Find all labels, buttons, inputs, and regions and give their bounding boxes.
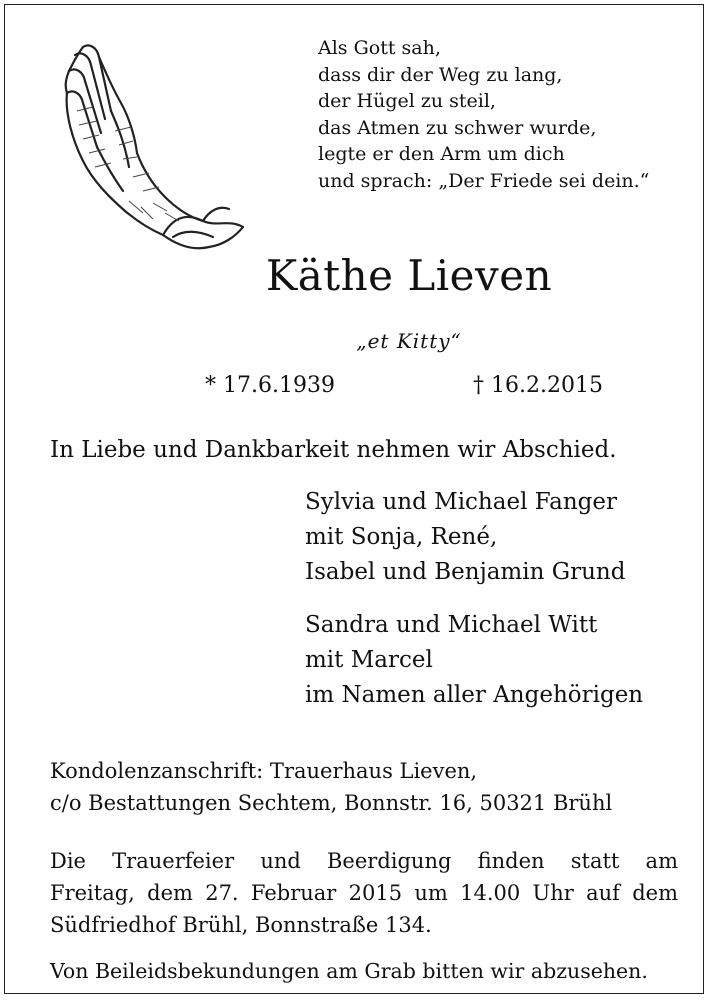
mourner-line: im Namen aller Angehörigen — [305, 682, 644, 708]
poem-line: legte er den Arm um dich — [318, 143, 565, 165]
funeral-line: Südfriedhof Brühl, Bonnstraße 134. — [50, 913, 432, 937]
mourner-line: Isabel und Benjamin Grund — [305, 559, 626, 585]
obituary-notice — [4, 4, 704, 994]
mourner-line: mit Sonja, René, — [305, 524, 498, 550]
mourner-line: Sylvia und Michael Fanger — [305, 489, 617, 515]
birth-date: * 17.6.1939 — [205, 373, 335, 398]
deceased-nickname: „et Kitty“ — [356, 329, 462, 353]
mourner-line: mit Marcel — [305, 647, 433, 673]
poem — [318, 35, 698, 194]
poem-line: und sprach: „Der Friede sei dein.“ — [318, 169, 650, 192]
funeral-info — [50, 845, 678, 941]
address-line: Kondolenzanschrift: Trauerhaus Lieven, — [50, 759, 478, 783]
poem-line: das Atmen zu schwer wurde, — [318, 116, 597, 139]
funeral-line: Die Trauerfeier und Beerdigung finden statt am — [50, 849, 678, 873]
mourners-group — [305, 608, 643, 713]
death-date: † 16.2.2015 — [473, 373, 603, 398]
address-line: c/o Bestattungen Sechtem, Bonnstr. 16, 50321 Brühl — [50, 791, 613, 815]
funeral-line: Freitag, dem 27. Februar 2015 um 14.00 Uhr auf dem — [50, 881, 678, 905]
mourner-line: Sandra und Michael Witt — [305, 612, 598, 638]
deceased-name: Käthe Lieven — [265, 251, 553, 300]
mourners-group — [305, 485, 625, 590]
praying-hands-icon — [53, 41, 253, 256]
poem-line: der Hügel zu steil, — [318, 90, 496, 112]
farewell-text: In Liebe und Dankbarkeit nehmen wir Abschied. — [50, 437, 617, 463]
condolence-address — [50, 755, 612, 819]
poem-line: Als Gott sah, — [318, 37, 441, 59]
condolence-note: Von Beileidsbekundungen am Grab bitten wir abzusehen. — [50, 959, 648, 983]
poem-line: dass dir der Weg zu lang, — [318, 63, 563, 86]
